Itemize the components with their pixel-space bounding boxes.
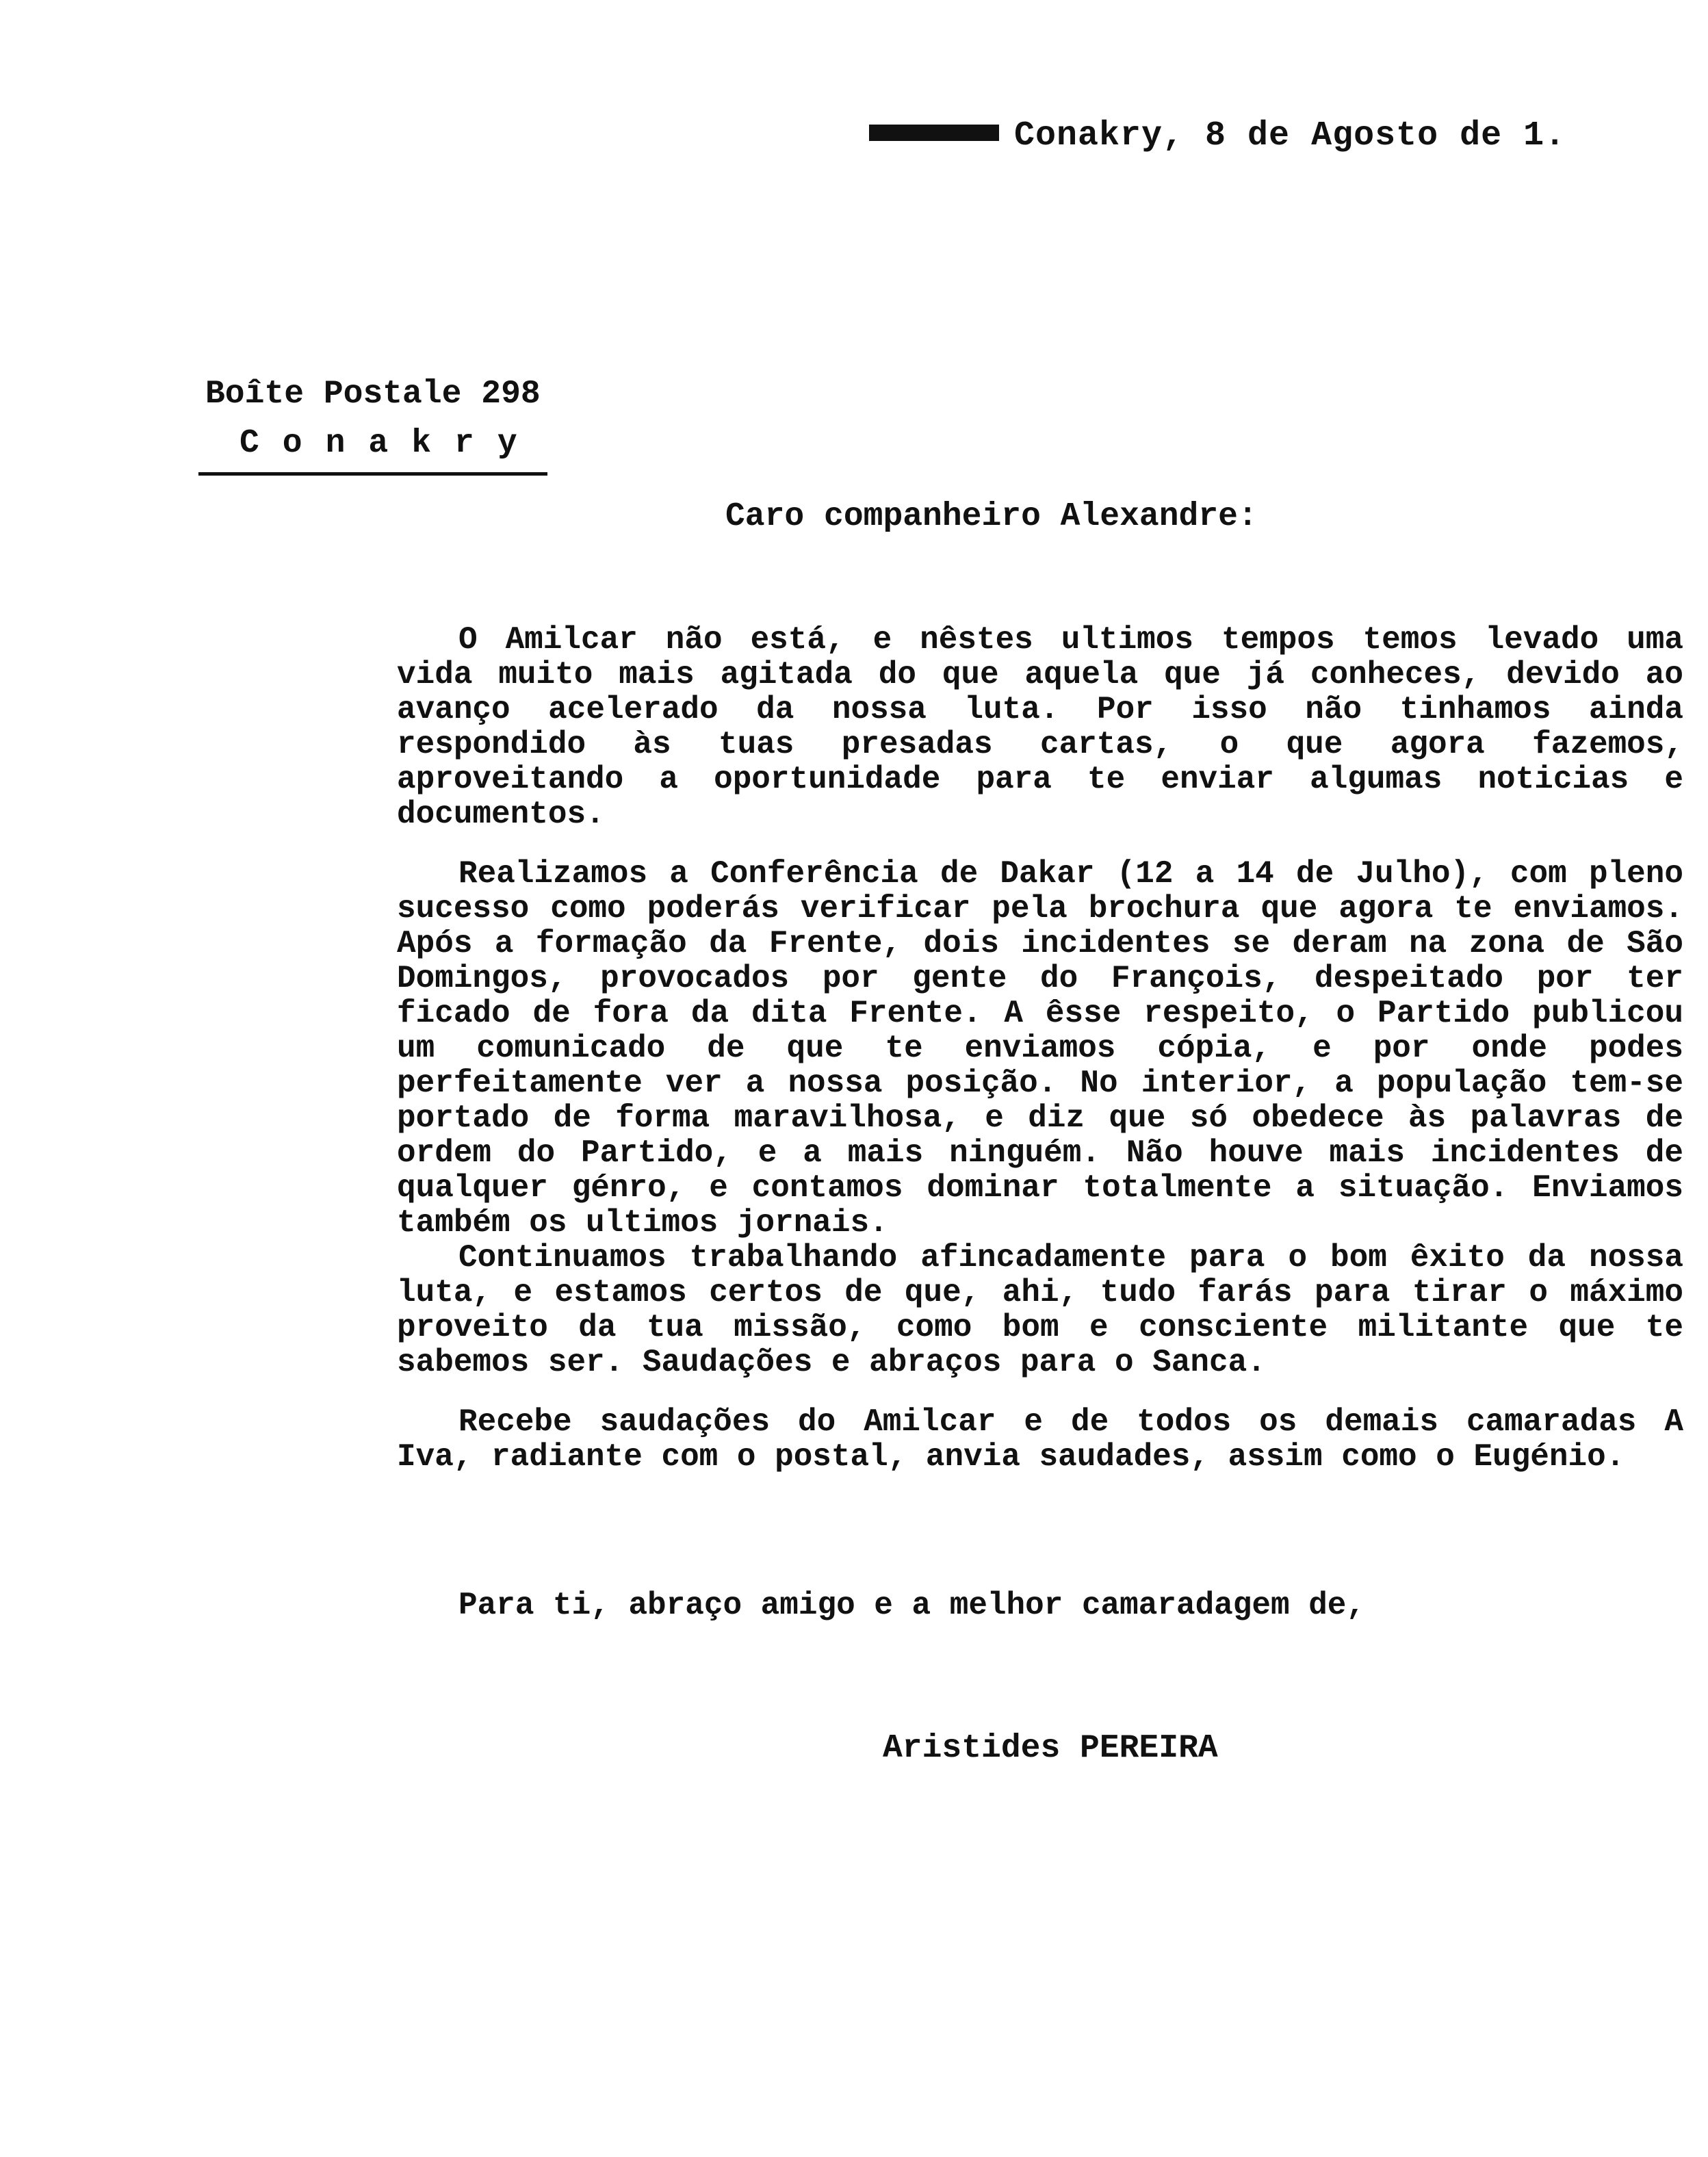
dateline (869, 116, 1566, 155)
paragraph-4: Recebe saudações do Amilcar e de todos os demais camaradas A Iva, radiante com o postal, anvia saudades, assim como o Eugénio. (397, 1404, 1683, 1475)
paragraph-1: O Amilcar não está, e nêstes ultimos tempos temos levado uma vida muito mais agitada do que aquela que já conheces, devido ao avanço acelerado da nossa luta. Por isso não tinhamos ainda respondido às tuas presadas cartas, o que agora fazemos, aproveitando a oportunidade para te enviar algumas noticias e documentos. (397, 622, 1683, 832)
dateline-text: Conakry, 8 de Agosto de 1. (1014, 116, 1566, 155)
address-block (205, 370, 547, 476)
address-city: Conakry (198, 419, 547, 476)
struck-out-text (869, 125, 999, 141)
closing-line: Para ti, abraço amigo e a melhor camaradagem de, (458, 1588, 1366, 1623)
signature: Aristides PEREIRA (883, 1730, 1218, 1767)
letter-body (397, 623, 1683, 1475)
postal-box: Boîte Postale 298 (205, 376, 541, 413)
paragraph-2: Realizamos a Conferência de Dakar (12 a 14 de Julho), com pleno sucesso como poderás verificar pela brochura que agora te enviamos. Após a formação da Frente, dois incidentes se deram na zona de São Domingos, provocados por gente do François, despeitado por ter ficado de fora da dita Frente. A êsse respeito, o Partido publicou um comunicado de que te enviamos cópia, e por onde podes perfeitamente ver a nossa posição. No interior, a população tem-se portado de forma maravilhosa, e diz que só obedece às palavras de ordem do Partido, e a mais ninguém. Não houve mais incidentes de qualquer génro, e contamos dominar totalmente a situação. Enviamos também os ultimos jornais. (397, 856, 1683, 1241)
salutation: Caro companheiro Alexandre: (725, 498, 1258, 535)
paragraph-3: Continuamos trabalhando afincadamente para o bom êxito da nossa luta, e estamos certos de que, ahi, tudo farás para tirar o máximo proveito da tua missão, como bom e consciente militante que te sabemos ser. Saudações e abraços para o Sanca. (397, 1240, 1683, 1380)
